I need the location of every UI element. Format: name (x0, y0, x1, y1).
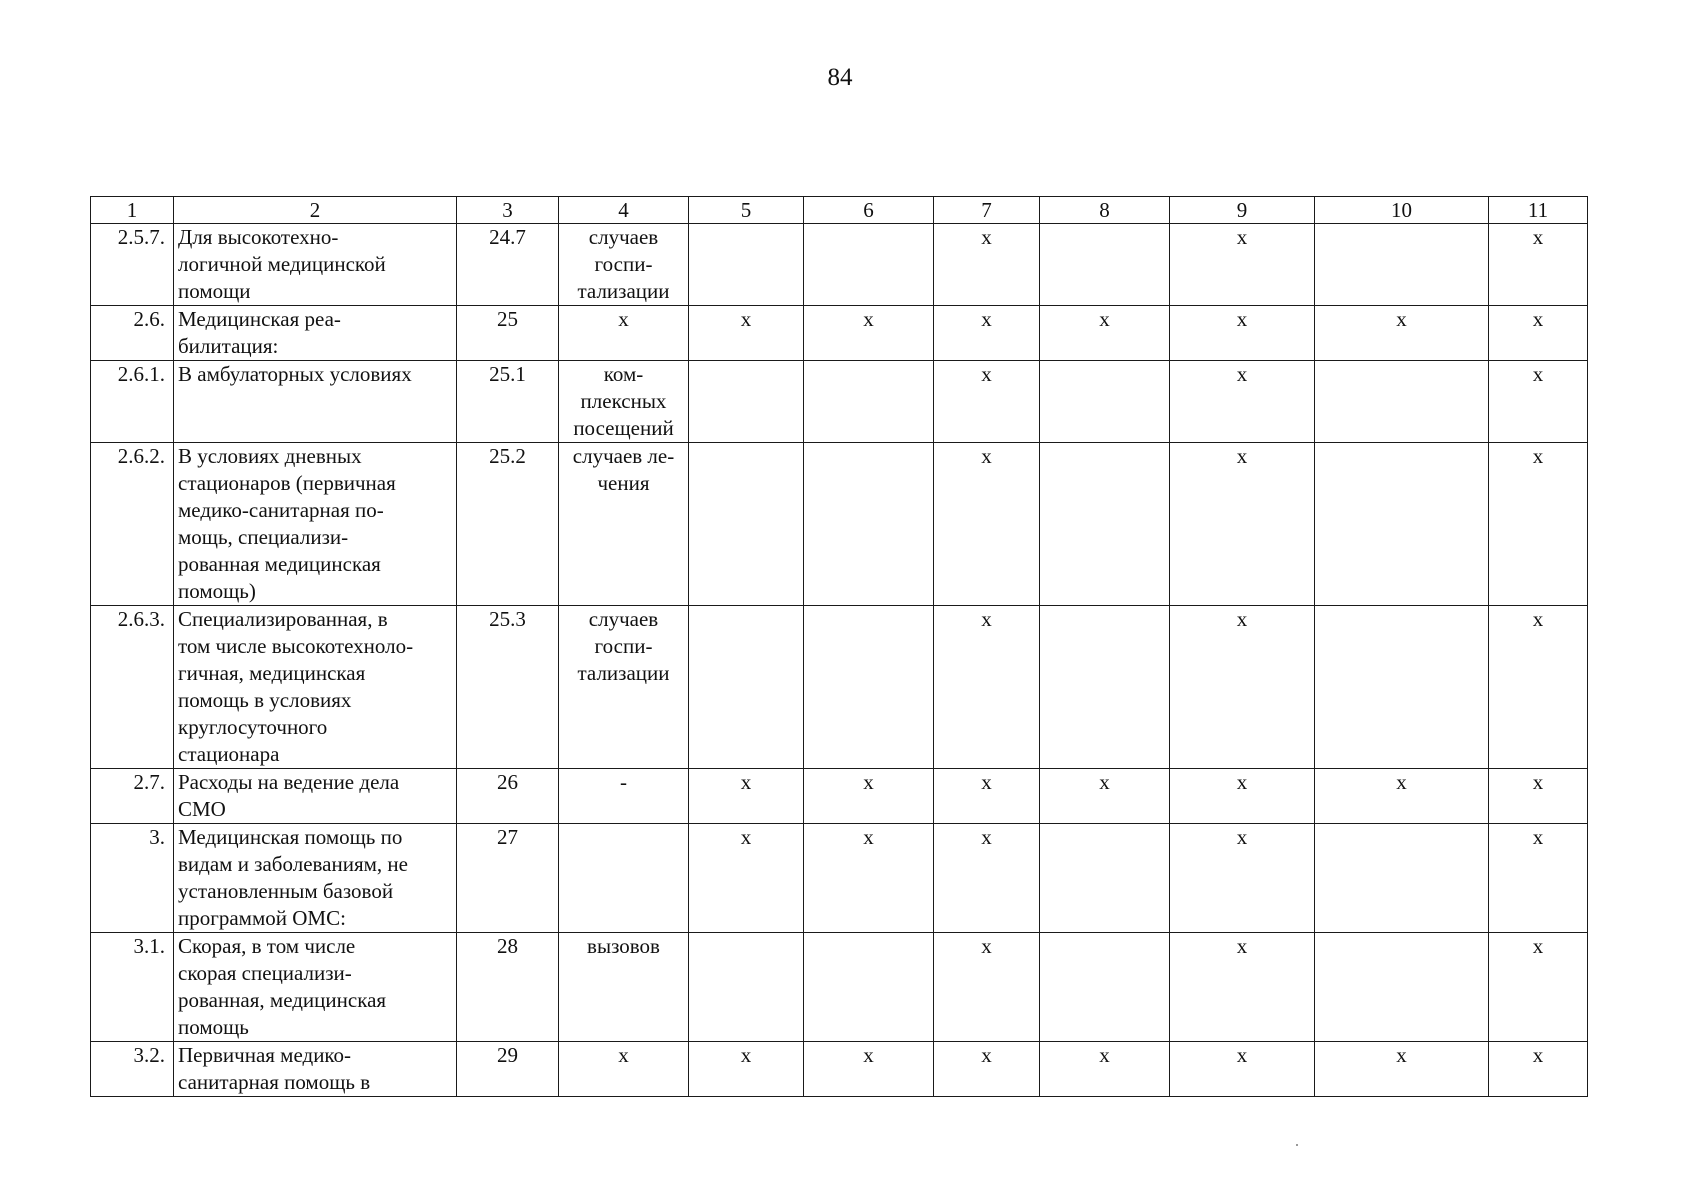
cell-col-8: х (1040, 769, 1170, 824)
column-header: 4 (559, 197, 689, 224)
cell-col-7: х (934, 361, 1040, 443)
row-unit: вызовов (559, 933, 689, 1042)
column-header: 3 (457, 197, 559, 224)
cell-col-11: х (1489, 306, 1588, 361)
row-number: 2.5.7. (91, 224, 174, 306)
column-header: 5 (689, 197, 804, 224)
cell-col-8 (1040, 606, 1170, 769)
header-row (91, 197, 1588, 224)
cell-col-11: х (1489, 933, 1588, 1042)
cell-col-5: х (689, 769, 804, 824)
cell-col-5 (689, 361, 804, 443)
data-table (90, 196, 1588, 1097)
row-code: 25.1 (457, 361, 559, 443)
cell-col-6: х (804, 306, 934, 361)
cell-col-7: х (934, 1042, 1040, 1097)
row-number: 2.6.2. (91, 443, 174, 606)
cell-col-8: х (1040, 1042, 1170, 1097)
row-unit: х (559, 1042, 689, 1097)
cell-col-10: х (1315, 1042, 1489, 1097)
cell-col-8: х (1040, 306, 1170, 361)
cell-col-6: х (804, 769, 934, 824)
cell-col-8 (1040, 361, 1170, 443)
cell-col-7: х (934, 769, 1040, 824)
row-name: Специализированная, в том числе высокотехноло- гичная, медицинская помощь в условиях круглосуточного стационара (174, 606, 457, 769)
cell-col-8 (1040, 933, 1170, 1042)
table-row (91, 224, 1588, 306)
cell-col-6 (804, 361, 934, 443)
cell-col-11: х (1489, 361, 1588, 443)
row-code: 25.3 (457, 606, 559, 769)
cell-col-7: х (934, 933, 1040, 1042)
row-unit: случаев госпи- тализации (559, 224, 689, 306)
cell-col-5 (689, 606, 804, 769)
column-header: 10 (1315, 197, 1489, 224)
cell-col-10 (1315, 224, 1489, 306)
table-row (91, 769, 1588, 824)
cell-col-7: х (934, 824, 1040, 933)
column-header: 8 (1040, 197, 1170, 224)
cell-col-7: х (934, 306, 1040, 361)
cell-col-8 (1040, 443, 1170, 606)
cell-col-9: х (1170, 361, 1315, 443)
row-code: 28 (457, 933, 559, 1042)
cell-col-5 (689, 443, 804, 606)
cell-col-6 (804, 224, 934, 306)
cell-col-5: х (689, 1042, 804, 1097)
row-name: Для высокотехно- логичной медицинской помощи (174, 224, 457, 306)
cell-col-5: х (689, 306, 804, 361)
cell-col-5: х (689, 824, 804, 933)
table-row (91, 1042, 1588, 1097)
scan-speck (1296, 1144, 1298, 1146)
cell-col-9: х (1170, 824, 1315, 933)
row-unit: ком- плексных посещений (559, 361, 689, 443)
cell-col-6 (804, 606, 934, 769)
table-row (91, 443, 1588, 606)
cell-col-9: х (1170, 933, 1315, 1042)
cell-col-9: х (1170, 224, 1315, 306)
column-header: 11 (1489, 197, 1588, 224)
cell-col-7: х (934, 443, 1040, 606)
cell-col-11: х (1489, 606, 1588, 769)
row-unit: случаев госпи- тализации (559, 606, 689, 769)
cell-col-11: х (1489, 443, 1588, 606)
cell-col-8 (1040, 224, 1170, 306)
row-name: Первичная медико- санитарная помощь в (174, 1042, 457, 1097)
table-row (91, 306, 1588, 361)
cell-col-9: х (1170, 606, 1315, 769)
cell-col-5 (689, 224, 804, 306)
cell-col-6 (804, 443, 934, 606)
row-name: В амбулаторных условиях (174, 361, 457, 443)
column-header: 7 (934, 197, 1040, 224)
row-code: 26 (457, 769, 559, 824)
table-row (91, 361, 1588, 443)
column-header: 1 (91, 197, 174, 224)
row-unit: случаев ле- чения (559, 443, 689, 606)
cell-col-7: х (934, 606, 1040, 769)
row-name: Расходы на ведение дела СМО (174, 769, 457, 824)
cell-col-7: х (934, 224, 1040, 306)
row-number: 2.6.1. (91, 361, 174, 443)
row-code: 25 (457, 306, 559, 361)
row-number: 2.7. (91, 769, 174, 824)
cell-col-9: х (1170, 1042, 1315, 1097)
row-number: 3.1. (91, 933, 174, 1042)
cell-col-9: х (1170, 306, 1315, 361)
cell-col-9: х (1170, 443, 1315, 606)
page-number: 84 (827, 64, 853, 91)
table-row (91, 933, 1588, 1042)
row-name: Медицинская помощь по видам и заболеваниям, не установленным базовой программой ОМС: (174, 824, 457, 933)
cell-col-10 (1315, 443, 1489, 606)
row-unit: - (559, 769, 689, 824)
cell-col-10 (1315, 933, 1489, 1042)
row-name: Скорая, в том числе скорая специализи- рованная, медицинская помощь (174, 933, 457, 1042)
row-name: Медицинская реа- билитация: (174, 306, 457, 361)
row-number: 2.6. (91, 306, 174, 361)
cell-col-10 (1315, 361, 1489, 443)
row-code: 29 (457, 1042, 559, 1097)
cell-col-9: х (1170, 769, 1315, 824)
row-name: В условиях дневных стационаров (первичная медико-санитарная по- мощь, специализи- рованная медицинская помощь) (174, 443, 457, 606)
cell-col-5 (689, 933, 804, 1042)
table-row (91, 824, 1588, 933)
column-header: 9 (1170, 197, 1315, 224)
row-unit: х (559, 306, 689, 361)
row-code: 25.2 (457, 443, 559, 606)
row-code: 27 (457, 824, 559, 933)
cell-col-10 (1315, 606, 1489, 769)
cell-col-10: х (1315, 769, 1489, 824)
row-code: 24.7 (457, 224, 559, 306)
column-header: 2 (174, 197, 457, 224)
cell-col-6: х (804, 1042, 934, 1097)
row-number: 3.2. (91, 1042, 174, 1097)
table-row (91, 606, 1588, 769)
cell-col-10: х (1315, 306, 1489, 361)
row-number: 2.6.3. (91, 606, 174, 769)
cell-col-8 (1040, 824, 1170, 933)
cell-col-6 (804, 933, 934, 1042)
cell-col-6: х (804, 824, 934, 933)
cell-col-10 (1315, 824, 1489, 933)
row-number: 3. (91, 824, 174, 933)
cell-col-11: х (1489, 1042, 1588, 1097)
column-header: 6 (804, 197, 934, 224)
cell-col-11: х (1489, 769, 1588, 824)
cell-col-11: х (1489, 224, 1588, 306)
row-unit (559, 824, 689, 933)
cell-col-11: х (1489, 824, 1588, 933)
